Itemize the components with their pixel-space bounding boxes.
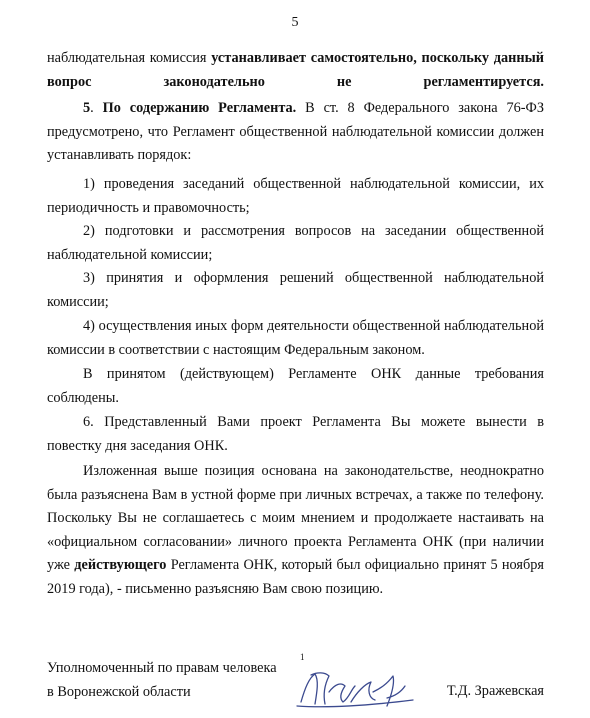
position-text-end: Регламента ОНК, который был официально принят 5 ноября 2019 года), - письменно разъясняю Вам свою позицию. [47, 557, 544, 597]
position-text: Изложенная выше позиция основана на законодательстве, неоднократно была разъяснена Вам в устной форме при личных встречах, а также по телефону. Поскольку Вы не соглашаетесь с моим мнением и продолжаете настаивать на «официальном согласовании» личного проекта Регламента ОНК (при наличии уже [47, 463, 544, 574]
paragraph-section-6: 6. Представленный Вами проект Регламента Вы можете вынести в повестку дня заседания ОНК. [47, 414, 544, 454]
paragraph-position [47, 460, 544, 602]
signature-mark: 1 [300, 652, 305, 662]
signatory-title [47, 657, 277, 704]
list-item: 3) принятия и оформления решений общественной наблюдательной комиссии; [47, 270, 544, 310]
position-bold: действующего [74, 557, 167, 574]
handwritten-signature [295, 662, 425, 712]
section-heading: По содержанию Регламента. [102, 100, 297, 116]
section-separator: . [90, 100, 103, 116]
paragraph-continuation [47, 47, 544, 94]
signatory-title-line-1: Уполномоченный по правам человека [47, 660, 277, 676]
signatory-title-line-2: в Воронежской области [47, 683, 191, 700]
signatory-name: Т.Д. Зражевская [446, 683, 544, 699]
section-number: 5 [83, 100, 91, 116]
page-number: 5 [291, 15, 299, 30]
continuation-bold: устанавливает самостоятельно, поскольку данный вопрос законодательно не регламентируется. [47, 50, 544, 90]
list-item: 1) проведения заседаний общественной наблюдательной комиссии, их периодичность и правомочность; [47, 176, 544, 216]
list-item: 4) осуществления иных форм деятельности общественной наблюдательной комиссии в соответствии с настоящим Федеральным законом. [47, 318, 544, 358]
paragraph-section-5 [47, 97, 544, 168]
continuation-text: наблюдательная комиссия [47, 50, 212, 66]
section-text: В ст. 8 Федерального закона 76-ФЗ предусмотрено, что Регламент общественной наблюдательной комиссии должен устанавливать порядок: [47, 100, 545, 164]
paragraph-compliance: В принятом (действующем) Регламенте ОНК данные требования соблюдены. [47, 366, 544, 406]
list-item: 2) подготовки и рассмотрения вопросов на заседании общественной наблюдательной комиссии; [47, 223, 544, 263]
